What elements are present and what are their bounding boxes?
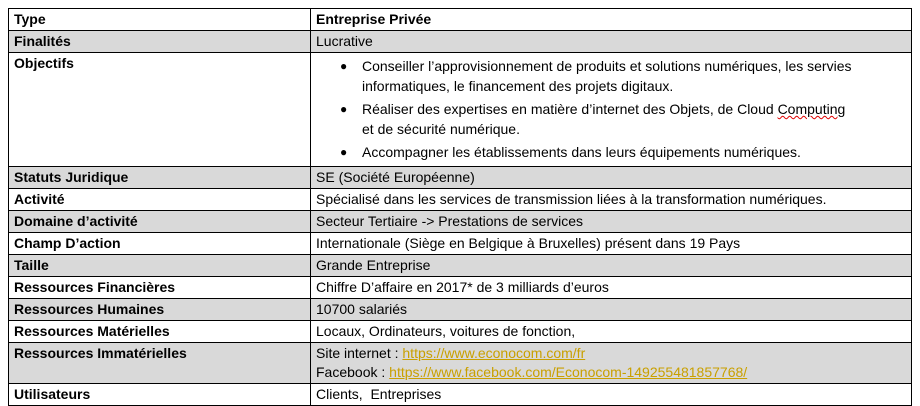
objectif-text-3: Accompagner les établissements dans leurs équipements numériques. [362, 144, 801, 160]
objectif-item-1 [340, 56, 905, 96]
label-taille: Taille [9, 255, 311, 277]
row-domaine [9, 211, 912, 233]
value-objectifs [311, 53, 912, 167]
label-finalites: Finalités [9, 31, 311, 53]
row-objectifs [9, 53, 912, 167]
row-immaterielles [9, 343, 912, 384]
label-activite: Activité [9, 189, 311, 211]
label-statuts: Statuts Juridique [9, 167, 311, 189]
value-champ: Internationale (Siège en Belgique à Bruxelles) présent dans 19 Pays [311, 233, 912, 255]
value-financieres: Chiffre D’affaire en 2017* de 3 milliards d’euros [311, 277, 912, 299]
row-statuts [9, 167, 912, 189]
company-info-table [8, 8, 912, 406]
row-financieres [9, 277, 912, 299]
label-immaterielles: Ressources Immatérielles [9, 343, 311, 384]
site-prefix: Site internet : [316, 345, 403, 361]
bullet-icon: ● [340, 145, 348, 159]
facebook-prefix: Facebook : [316, 364, 390, 380]
label-objectifs: Objectifs [9, 53, 311, 167]
value-taille: Grande Entreprise [311, 255, 912, 277]
row-materielles [9, 321, 912, 343]
value-activite: Spécialisé dans les services de transmission liées à la transformation numériques. [311, 189, 912, 211]
bullet-icon: ● [340, 102, 348, 116]
facebook-link[interactable]: https://www.facebook.com/Econocom-149255481857768/ [389, 364, 748, 380]
objectifs-list [316, 56, 905, 162]
spellcheck-flagged-word: Computing [777, 101, 846, 117]
row-activite [9, 189, 912, 211]
label-domaine: Domaine d’activité [9, 211, 311, 233]
row-champ [9, 233, 912, 255]
objectif-text-2-tail: et de sécurité numérique. [362, 121, 520, 137]
row-finalites [9, 31, 912, 53]
objectif-text-2: Réaliser des expertises en matière d’internet des Objets, de Cloud [362, 101, 778, 117]
facebook-line [316, 363, 905, 382]
objectif-text-1: Conseiller l’approvisionnement de produits et solutions numériques, les servies informatiques, le financement des projets digitaux. [362, 58, 852, 94]
site-link[interactable]: https://www.econocom.com/fr [402, 345, 586, 361]
value-statuts: SE (Société Européenne) [311, 167, 912, 189]
value-materielles: Locaux, Ordinateurs, voitures de fonction, [311, 321, 912, 343]
row-utilisateurs [9, 384, 912, 406]
label-humaines: Ressources Humaines [9, 299, 311, 321]
site-line [316, 344, 905, 363]
value-finalites: Lucrative [311, 31, 912, 53]
label-type: Type [9, 9, 311, 31]
objectif-item-2 [340, 99, 905, 139]
row-taille [9, 255, 912, 277]
value-domaine: Secteur Tertiaire -> Prestations de services [311, 211, 912, 233]
value-humaines: 10700 salariés [311, 299, 912, 321]
value-immaterielles [311, 343, 912, 384]
label-utilisateurs: Utilisateurs [9, 384, 311, 406]
row-humaines [9, 299, 912, 321]
value-utilisateurs: Clients, Entreprises [311, 384, 912, 406]
row-type [9, 9, 912, 31]
label-materielles: Ressources Matérielles [9, 321, 311, 343]
value-type: Entreprise Privée [311, 9, 912, 31]
label-financieres: Ressources Financières [9, 277, 311, 299]
bullet-icon: ● [340, 59, 348, 73]
label-champ: Champ D’action [9, 233, 311, 255]
objectif-item-3 [340, 142, 905, 162]
